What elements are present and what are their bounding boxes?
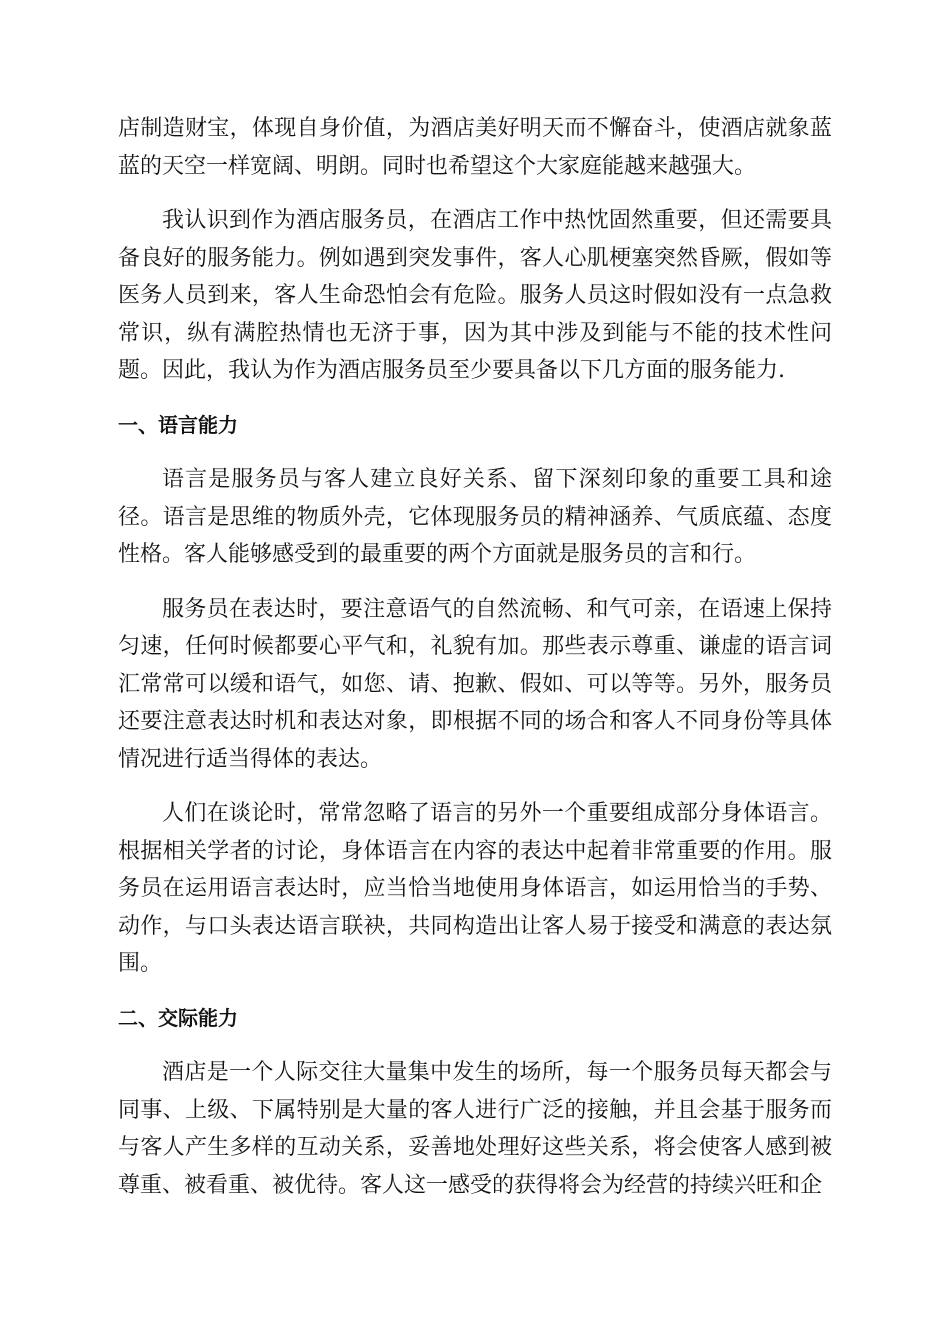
paragraph: 店制造财宝，体现自身价值，为酒店美好明天而不懈奋斗，使酒店就象蓝蓝的天空一样宽阔、明朗。同时也希望这个大家庭能越来越强大。 [118, 116, 832, 179]
paragraph: 酒店是一个人际交往大量集中发生的场所，每一个服务员每天都会与同事、上级、下属特别是大量的客人进行广泛的接触，并且会基于服务而与客人产生多样的互动关系，妥善地处理好这些关系，将会使客人感到被尊重、被看重、被优待。客人这一感受的获得将会为经营的持续兴旺和企 [118, 1060, 832, 1198]
section-heading-language: 一、语言能力 [118, 412, 238, 437]
paragraph: 服务员在表达时，要注意语气的自然流畅、和气可亲，在语速上保持匀速，任何时候都要心平气和，礼貌有加。那些表示尊重、谦虚的语言词汇常常可以缓和语气，如您、请、抱歉、假如、可以等等。另外，服务员还要注意表达时机和表达对象，即根据不同的场合和客人不同身份等具体情况进行适当得体的表达。 [118, 596, 832, 772]
paragraph: 语言是服务员与客人建立良好关系、留下深刻印象的重要工具和途径。语言是思维的物质外壳，它体现服务员的精神涵养、气质底蕴、态度性格。客人能够感受到的最重要的两个方面就是服务员的言和行。 [118, 467, 832, 567]
section-heading-communication: 二、交际能力 [118, 1005, 238, 1030]
paragraph: 我认识到作为酒店服务员，在酒店工作中热忱固然重要，但还需要具备良好的服务能力。例如遇到突发事件，客人心肌梗塞突然昏厥，假如等医务人员到来，客人生命恐怕会有危险。服务人员这时假如没有一点急救常识，纵有满腔热情也无济于事，因为其中涉及到能与不能的技术性问题。因此，我认为作为酒店服务员至少要具备以下几方面的服务能力. [118, 208, 832, 383]
document-body [118, 110, 832, 1221]
paragraph: 人们在谈论时，常常忽略了语言的另外一个重要组成部分身体语言。根据相关学者的讨论，身体语言在内容的表达中起着非常重要的作用。服务员在运用语言表达时，应当恰当地使用身体语言，如运用恰当的手势、动作，与口头表达语言联袂，共同构造出让客人易于接受和满意的表达氛围。 [118, 801, 832, 976]
